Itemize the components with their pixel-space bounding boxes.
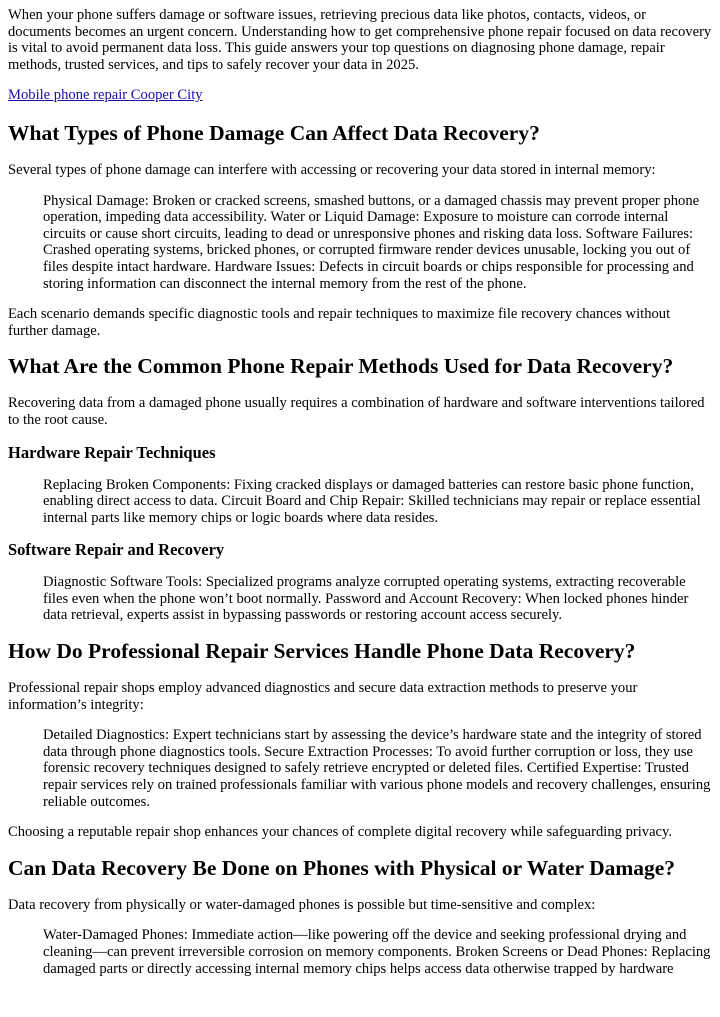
section-heading: What Are the Common Phone Repair Methods Used for Data Recovery?	[8, 354, 674, 379]
subsection-heading: Software Repair and Recovery	[8, 540, 225, 560]
section-closing: Each scenario demands specific diagnostic tools and repair techniques to maximize file recovery chances without further damage.	[8, 306, 671, 339]
section-professional-services	[8, 638, 712, 841]
section-heading: Can Data Recovery Be Done on Phones with Physical or Water Damage?	[8, 855, 676, 880]
section-physical-water-damage	[8, 855, 712, 977]
section-closing: Choosing a reputable repair shop enhances your chances of complete digital recovery while safeguarding privacy.	[8, 824, 673, 841]
intro-paragraph: When your phone suffers damage or software issues, retrieving precious data like photos, contacts, videos, or documents becomes an urgent concern. Understanding how to get comprehensive phone repair focused on data recovery is vital to avoid permanent data loss. This guide answers your top questions on diagnosing phone damage, repair methods, trusted services, and tips to safely recover your data in 2025.	[8, 7, 712, 73]
physical-water-damage-quote: Water-Damaged Phones: Immediate action—like powering off the device and seeking professional drying and cleaning—can prevent irreversible corrosion on memory components. Broken Screens or Dead Phones: Replacing damaged parts or directly accessing internal memory chips helps access data otherwise trapped by hardware	[43, 927, 711, 977]
section-lead: Data recovery from physically or water-damaged phones is possible but time-sensitive and complex:	[8, 896, 596, 913]
section-repair-methods	[8, 353, 712, 624]
damage-types-quote: Physical Damage: Broken or cracked screens, smashed buttons, or a damaged chassis may prevent proper phone operation, impeding data accessibility. Water or Liquid Damage: Exposure to moisture can corrode internal circuits or cause short circuits, leading to dead or unresponsive phones and risking data loss. Software Failures: Crashed operating systems, bricked phones, or corrupted firmware render devices unusable, locking you out of files despite intact hardware. Hardware Issues: Defects in circuit boards or chips responsible for processing and storing information can disconnect the internal memory from the rest of the phone.	[43, 192, 700, 292]
software-repair-quote: Diagnostic Software Tools: Specialized programs analyze corrupted operating systems, extracting recoverable files even when the phone won’t boot normally. Password and Account Recovery: When locked phones hinder data retrieval, experts assist in bypassing passwords or restoring account access securely.	[43, 574, 689, 624]
section-lead: Several types of phone damage can interfere with accessing or recovering your data stored in internal memory:	[8, 161, 656, 178]
subsection-heading: Hardware Repair Techniques	[8, 442, 216, 462]
link-paragraph	[8, 87, 712, 104]
section-heading: What Types of Phone Damage Can Affect Data Recovery?	[8, 120, 540, 145]
section-lead: Professional repair shops employ advanced diagnostics and secure data extraction methods to preserve your information’s integrity:	[8, 680, 638, 713]
section-heading: How Do Professional Repair Services Handle Phone Data Recovery?	[8, 639, 636, 664]
repair-service-link[interactable]: Mobile phone repair Cooper City	[8, 87, 203, 104]
professional-services-quote: Detailed Diagnostics: Expert technicians start by assessing the device’s hardware state and the integrity of stored data through phone diagnostics tools. Secure Extraction Processes: To avoid further corruption or loss, they use forensic recovery techniques designed to safely retrieve encrypted or deleted files. Certified Expertise: Trusted repair services rely on trained professionals familiar with various phone models and recovery challenges, ensuring reliable outcomes.	[43, 727, 711, 810]
hardware-repair-quote: Replacing Broken Components: Fixing cracked displays or damaged batteries can restore basic phone function, enabling direct access to data. Circuit Board and Chip Repair: Skilled technicians may repair or replace essential internal parts like memory chips or logic boards where data resides.	[43, 476, 701, 526]
section-damage-types	[8, 120, 712, 339]
section-lead: Recovering data from a damaged phone usually requires a combination of hardware and software interventions tailored to the root cause.	[8, 395, 705, 428]
